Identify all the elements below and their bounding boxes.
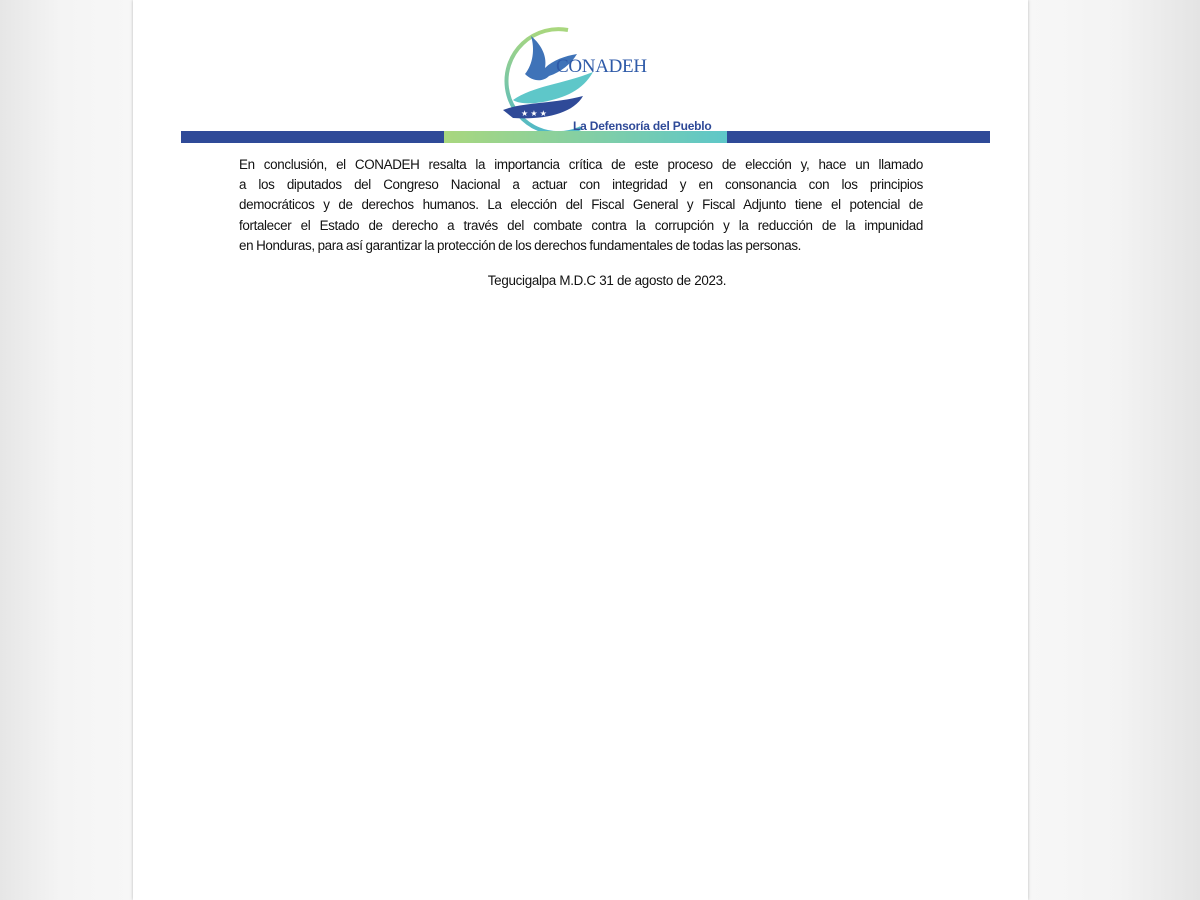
logo-tagline: La Defensoría del Pueblo <box>573 119 712 133</box>
conclusion-paragraph <box>239 155 923 256</box>
place-date: Tegucigalpa M.D.C 31 de agosto de 2023. <box>487 273 727 288</box>
paragraph-line: fortalecer el Estado de derecho a través del combate contra la corrupción y la reducción de la impunidad <box>239 217 923 233</box>
header-bar-right <box>727 131 990 143</box>
logo-name: CONADEH <box>556 56 647 77</box>
header-bar-left <box>181 131 444 143</box>
document-page <box>133 0 1028 900</box>
paragraph-line: en Honduras, para así garantizar la protección de los derechos fundamentales de todas las personas. <box>239 237 802 253</box>
svg-text:★ ★ ★: ★ ★ ★ <box>521 109 547 118</box>
paragraph-line: En conclusión, el CONADEH resalta la importancia crítica de este proceso de elección y, hace un llamado <box>239 157 923 172</box>
paragraph-line: democráticos y de derechos humanos. La elección del Fiscal General y Fiscal Adjunto tiene el potencial de <box>239 197 923 213</box>
paragraph-line: a los diputados del Congreso Nacional a actuar con integridad y en consonancia con los principios <box>239 177 923 193</box>
